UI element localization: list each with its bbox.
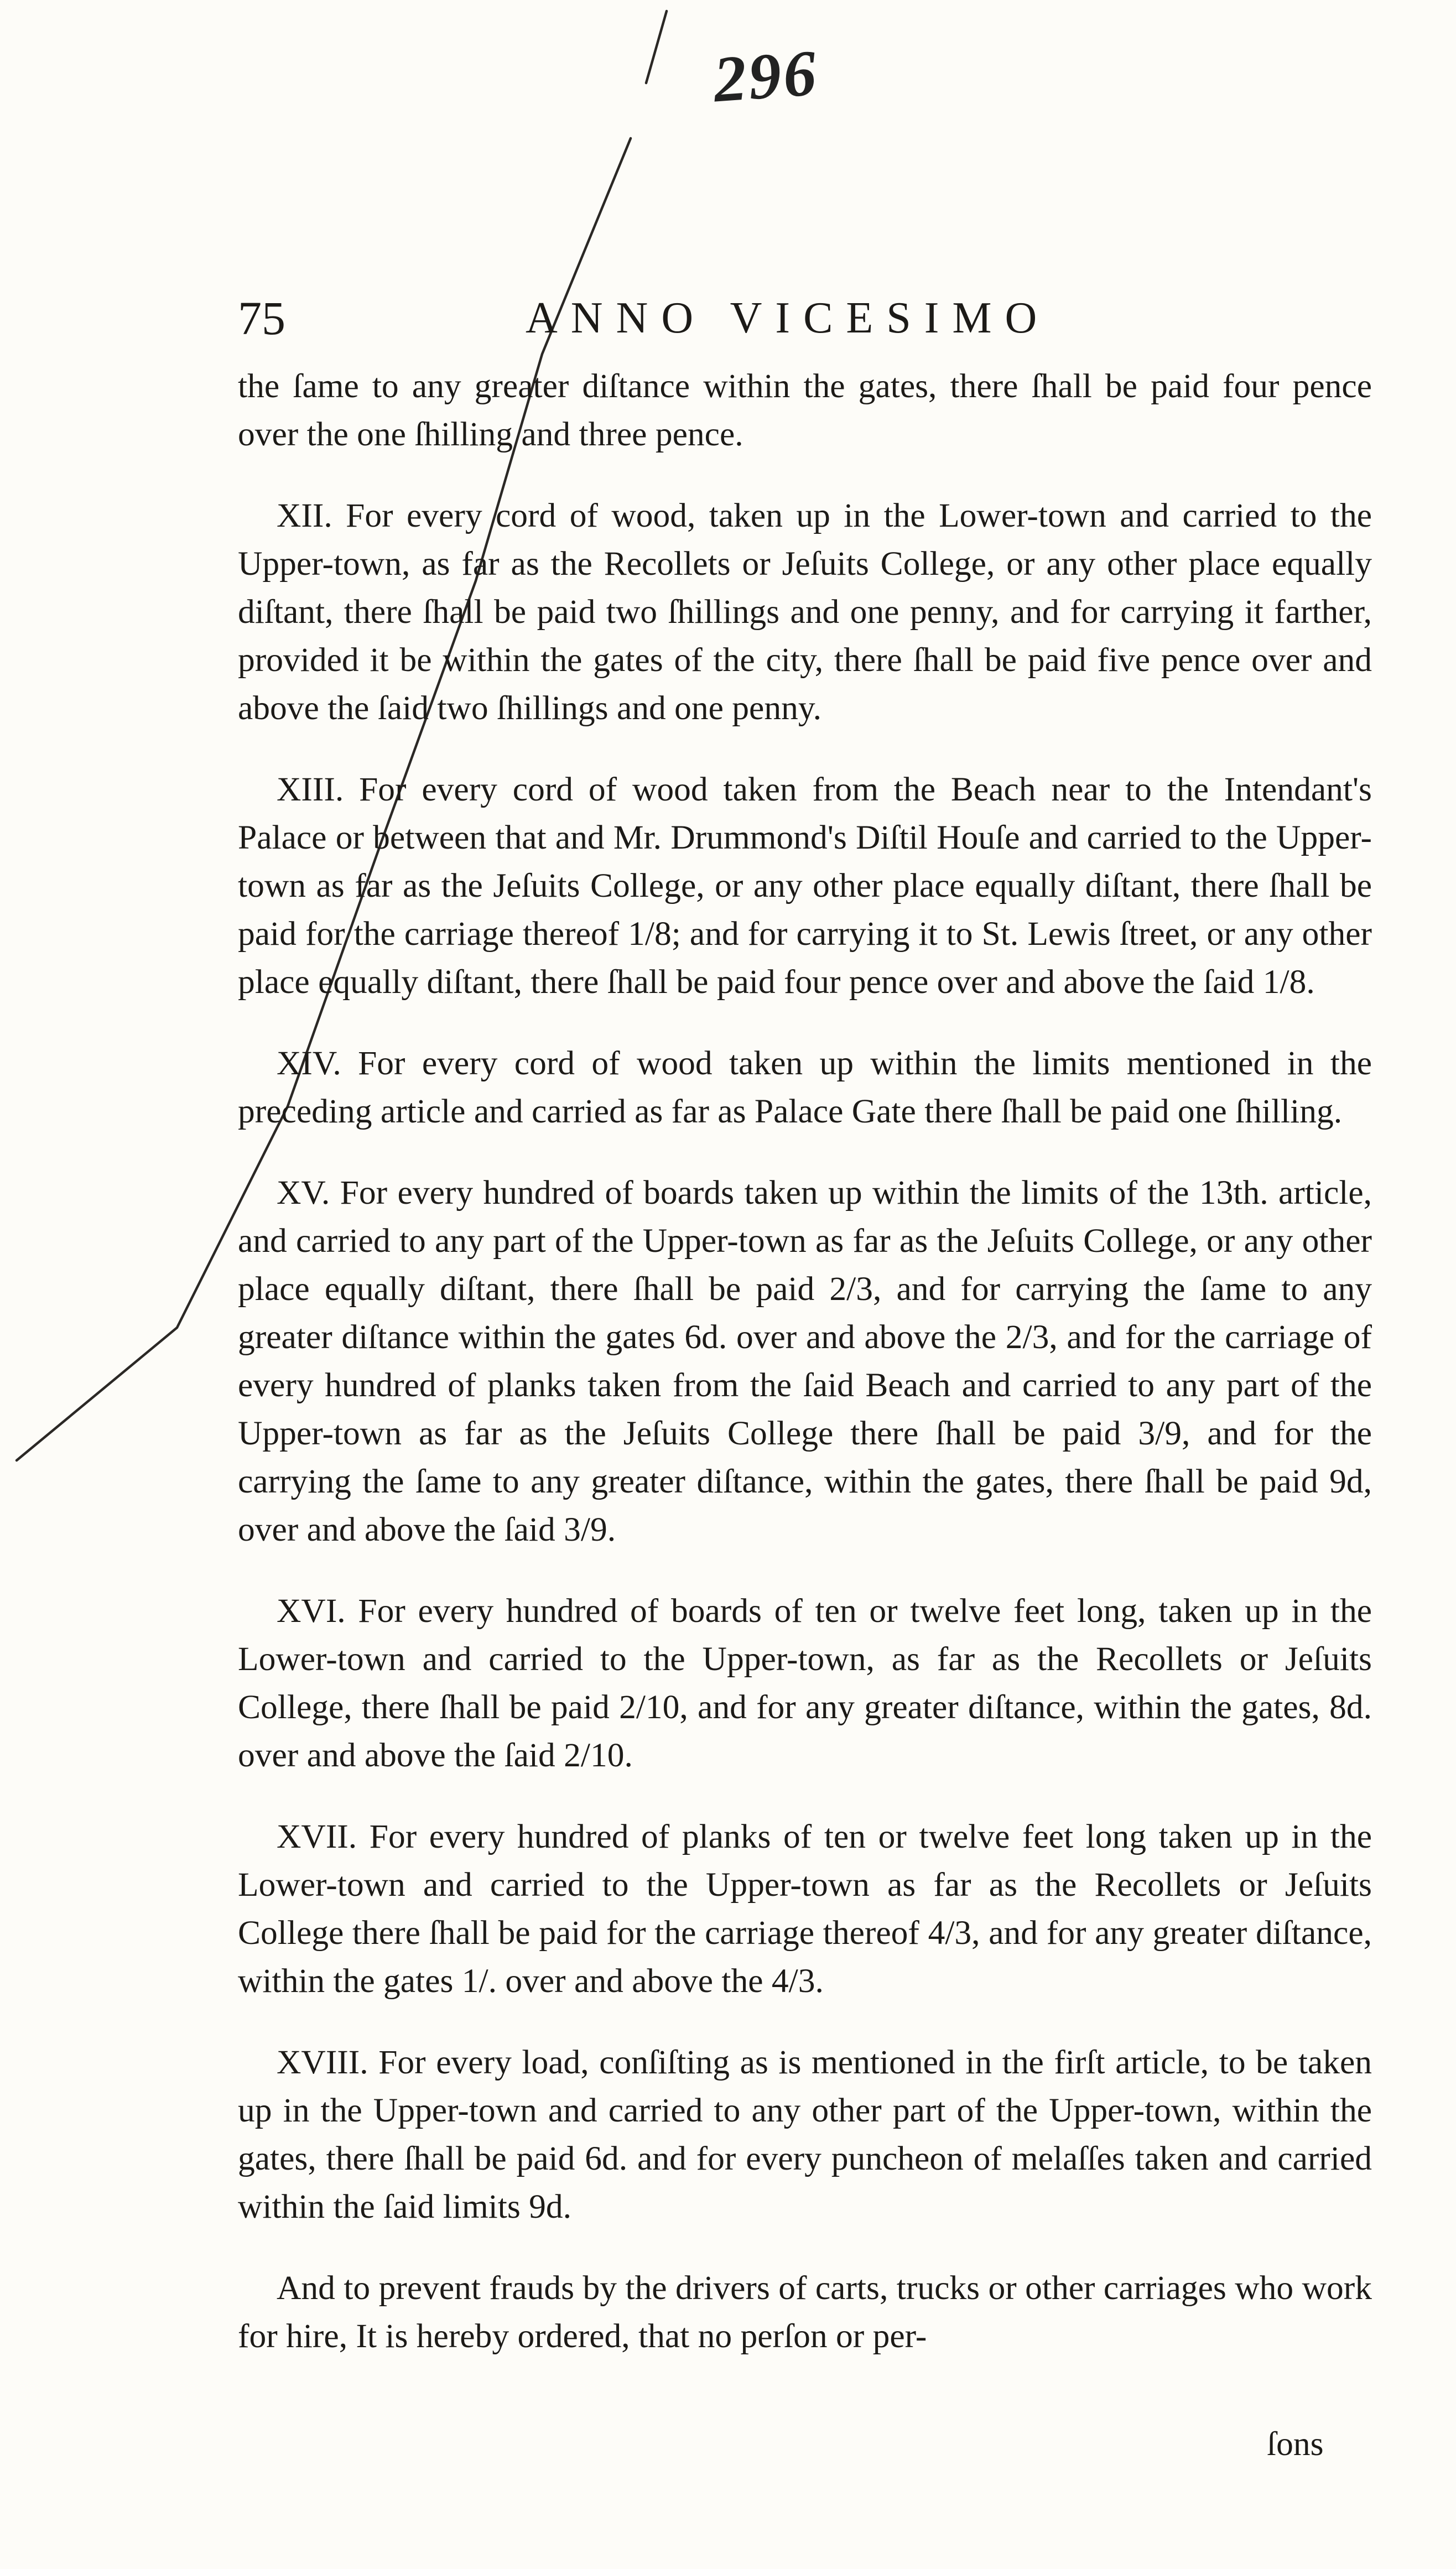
catchword: ſons	[1267, 2425, 1324, 2463]
running-head	[238, 288, 1211, 349]
paragraph-article-xvii: XVII. For every hundred of planks of ten or twelve feet long taken up in the Lower-town and carried to the Upper-town as far as the Recollets or Jeſuits College there ſhall be paid for the carriage thereof 4/3, and for any greater diſtance, within the gates 1/. over and above the 4/3.	[238, 1818, 1372, 2000]
running-title: ANNO VICESIMO	[526, 294, 1051, 342]
page-number: 75	[238, 292, 285, 345]
paragraph-article-xvi: XVI. For every hundred of boards of ten or twelve feet long, taken up in the Lower-town and carried to the Upper-town, as far as the Recollets or Jeſuits College, there ſhall be paid 2/10, and for any greater diſtance, within the gates, 8d. over and above the ſaid 2/10.	[238, 1592, 1372, 1774]
paragraph-article-xiii: XIII. For every cord of wood taken from the Beach near to the Intendant's Palace or between that and Mr. Drummond's Diſtil Houſe and carried to the Upper-town as far as the Jeſuits College, or any other place equally diſtant, there ſhall be paid for the carriage thereof 1/8; and for carrying it to St. Lewis ſtreet, or any other place equally diſtant, there ſhall be paid four pence over and above the ſaid 1/8.	[238, 771, 1372, 1001]
body-text	[238, 362, 1372, 2394]
paragraph-article-xviii: XVIII. For every load, conſiſting as is mentioned in the firſt article, to be taken up in the Upper-town and carried to any other part of the Upper-town, within the gates, there ſhall be paid 6d. and for every puncheon of melaſſes taken and carried within the ſaid limits 9d.	[238, 2043, 1372, 2225]
handwritten-folio-number: 296	[711, 36, 821, 116]
paragraph-frauds: And to prevent frauds by the drivers of carts, trucks or other carriages who work for hire, It is hereby ordered, that no perſon or per-	[238, 2269, 1372, 2355]
paragraph-continuation: the ſame to any greater diſtance within the gates, there ſhall be paid four pence over the one ſhilling and three pence.	[238, 367, 1372, 453]
paragraph-article-xiv: XIV. For every cord of wood taken up within the limits mentioned in the preceding article and carried as far as Palace Gate there ſhall be paid one ſhilling.	[238, 1044, 1372, 1130]
paragraph-article-xv: XV. For every hundred of boards taken up within the limits of the 13th. article, and carried to any part of the Upper-town as far as the Jeſuits College, or any other place equally diſtant, there ſhall be paid 2/3, and for carrying the ſame to any greater diſtance within the gates 6d. over and above the 2/3, and for the carriage of every hundred of planks taken from the ſaid Beach and carried to any part of the Upper-town as far as the Jeſuits College there ſhall be paid 3/9, and for the carrying the ſame to any greater diſtance, within the gates, there ſhall be paid 9d, over and above the ſaid 3/9.	[238, 1174, 1372, 1548]
paragraph-article-xii: XII. For every cord of wood, taken up in the Lower-town and carried to the Upper-town, as far as the Recollets or Jeſuits College, or any other place equally diſtant, there ſhall be paid two ſhillings and one penny, and for carrying it farther, provided it be within the gates of the city, there ſhall be paid five pence over and above the ſaid two ſhillings and one penny.	[238, 497, 1372, 727]
